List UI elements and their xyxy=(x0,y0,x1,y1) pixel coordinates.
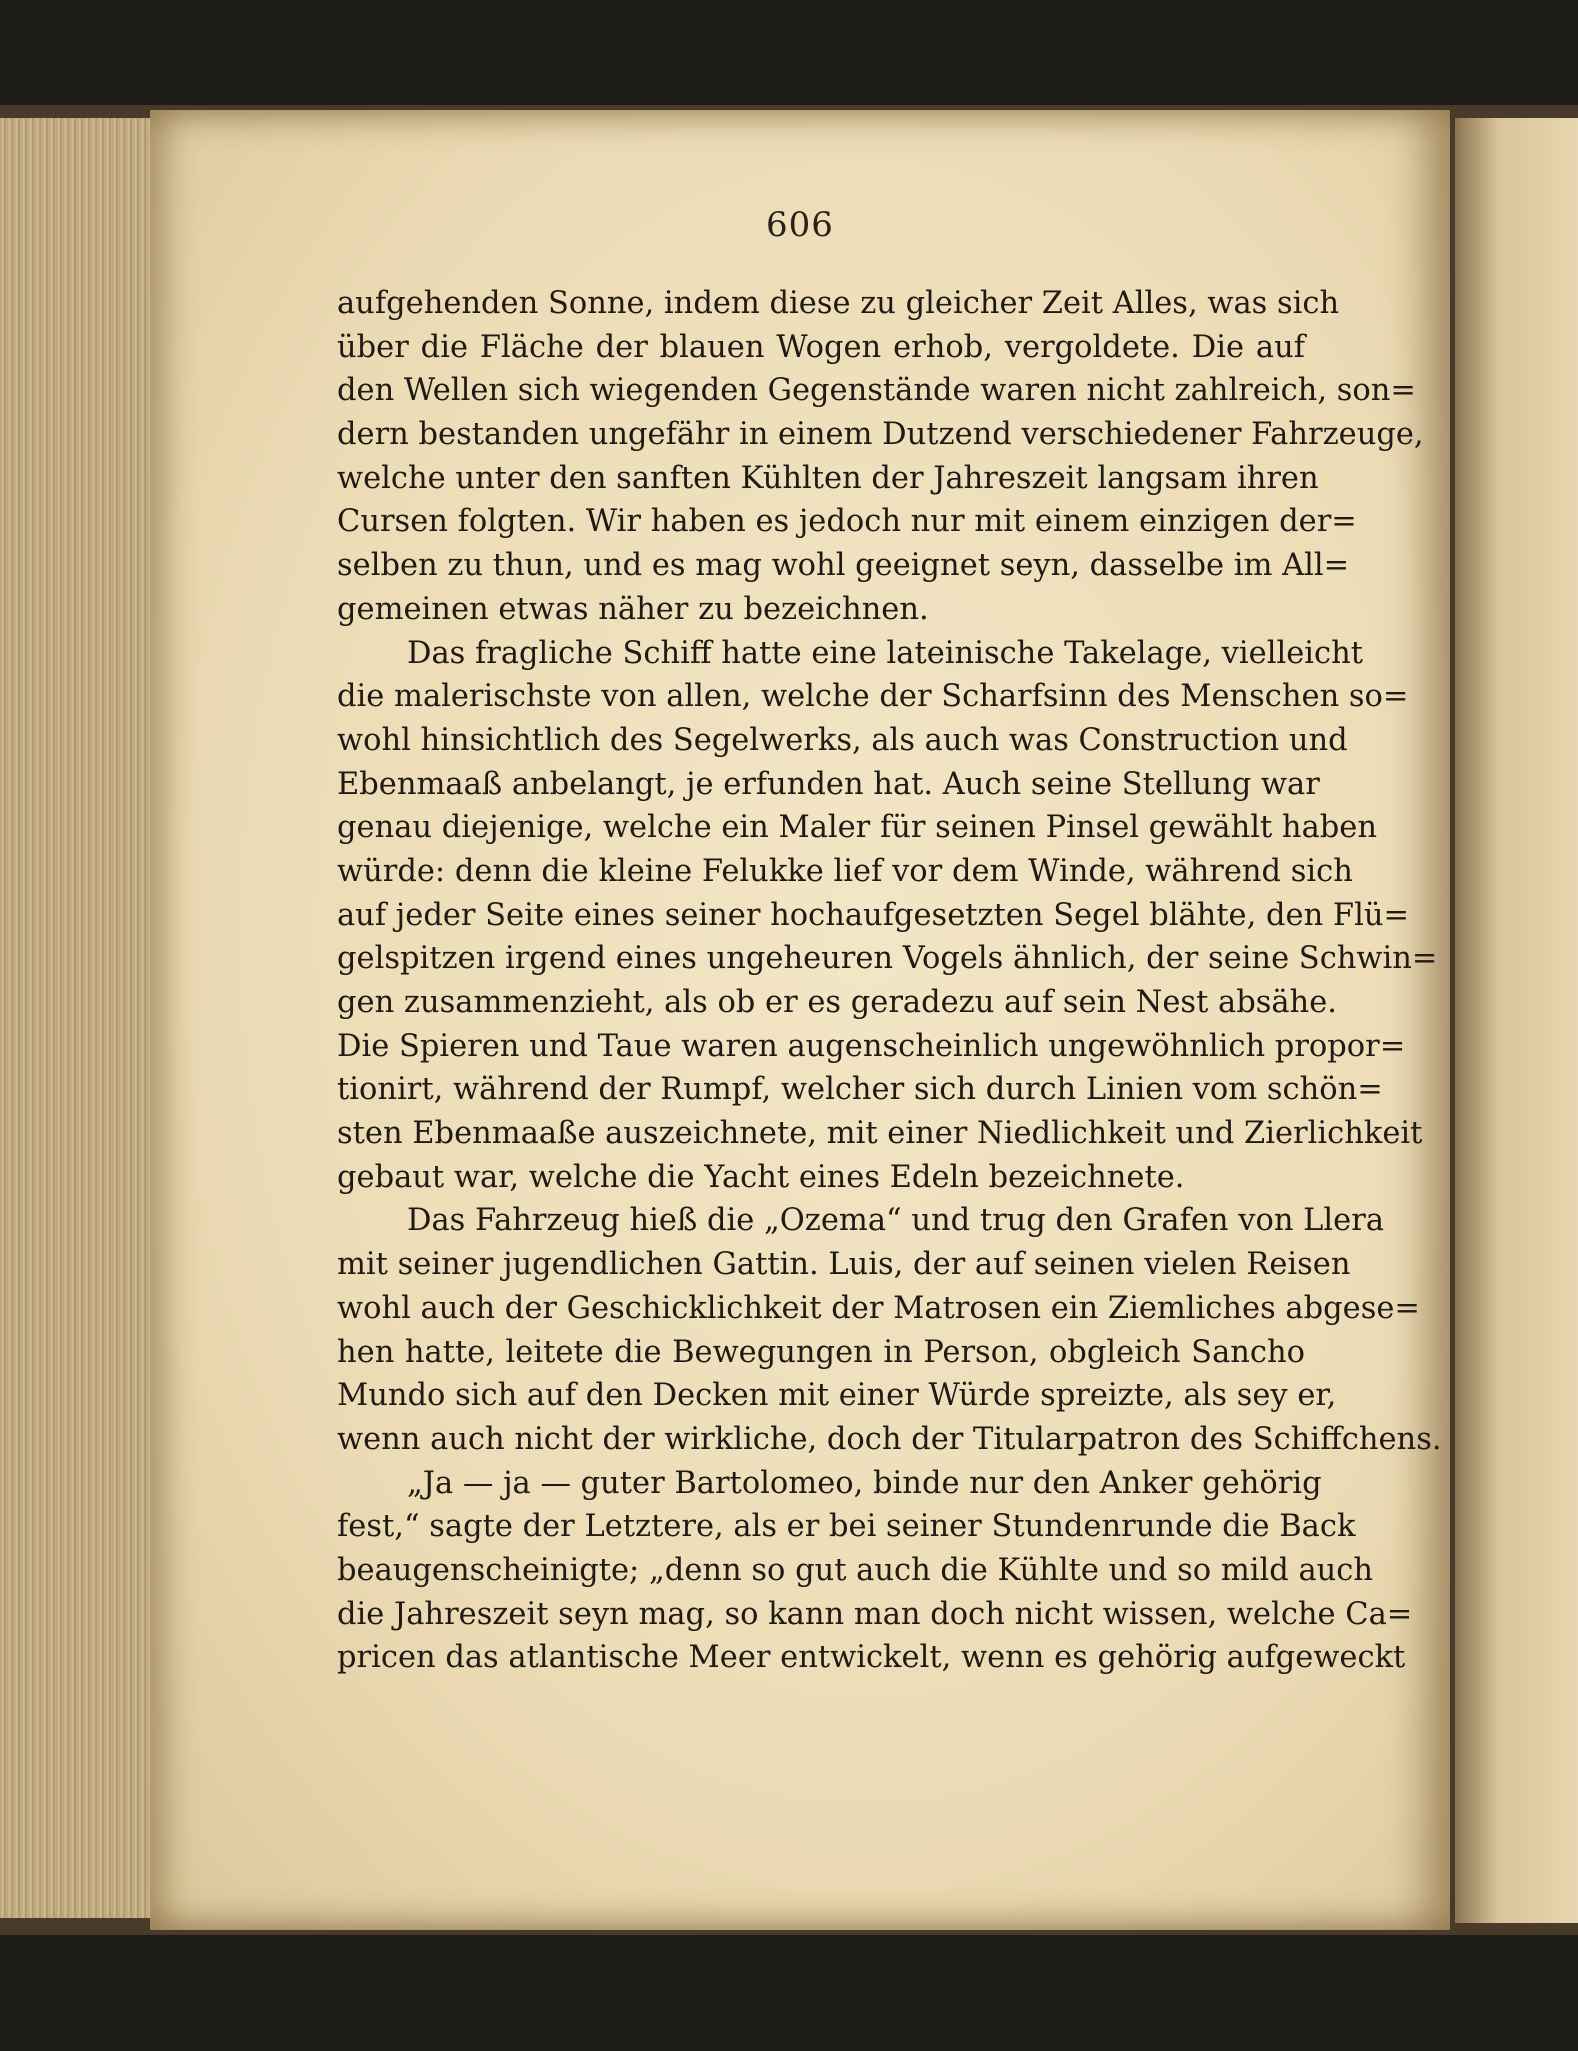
text-line: Die Spieren und Taue waren augenscheinlich ungewöhnlich propor= xyxy=(337,1028,1406,1064)
text-line: mit seiner jugendlichen Gattin. Luis, der auf seinen vielen Reisen xyxy=(337,1247,1351,1283)
text-line: wohl hinsichtlich des Segelwerks, als auch was Construction und xyxy=(337,722,1348,758)
text-line: welche unter den sanften Kühlten der Jahreszeit langsam ihren xyxy=(337,460,1319,496)
text-line: gen zusammenzieht, als ob er es geradezu auf sein Nest absähe. xyxy=(337,985,1337,1020)
text-line: die Jahreszeit seyn mag, so kann man doch nicht wissen, welche Ca= xyxy=(337,1596,1413,1632)
text-line: wohl auch der Geschicklichkeit der Matrosen ein Ziemliches abgese= xyxy=(337,1290,1420,1326)
text-line: hen hatte, leitete die Bewegungen in Person, obgleich Sancho xyxy=(337,1334,1305,1370)
text-line: den Wellen sich wiegenden Gegenstände waren nicht zahlreich, son= xyxy=(337,373,1416,409)
facing-page-edge xyxy=(1455,118,1578,1923)
text-line: dern bestanden ungefähr in einem Dutzend verschiedener Fahrzeuge, xyxy=(337,417,1424,453)
text-line: beaugenscheinigte; „denn so gut auch die Kühlte und so mild auch xyxy=(337,1552,1374,1588)
text-line: aufgehenden Sonne, indem diese zu gleicher Zeit Alles, was sich xyxy=(337,286,1340,321)
body-text xyxy=(337,282,1442,1680)
text-line: Das fragliche Schiff hatte eine lateinische Takelage, vielleicht xyxy=(407,635,1363,671)
text-line: Ebenmaaß anbelangt, je erfunden hat. Auch seine Stellung war xyxy=(337,766,1320,802)
text-line: würde: denn die kleine Felukke lief vor dem Winde, während sich xyxy=(337,853,1353,889)
text-line: genau diejenige, welche ein Maler für seinen Pinsel gewählt haben xyxy=(337,810,1377,846)
text-line: gelspitzen irgend eines ungeheuren Vogels ähnlich, der seine Schwin= xyxy=(337,941,1438,977)
text-line: Das Fahrzeug hieß die „Ozema“ und trug den Grafen von Llera xyxy=(407,1203,1384,1239)
text-line: die malerischste von allen, welche der Scharfsinn des Menschen so= xyxy=(337,679,1409,715)
text-line: selben zu thun, und es mag wohl geeignet seyn, dasselbe im All= xyxy=(337,548,1350,584)
text-line: gemeinen etwas näher zu bezeichnen. xyxy=(337,591,929,627)
text-line: pricen das atlantische Meer entwickelt, wenn es gehörig aufgeweckt xyxy=(337,1640,1406,1676)
text-line: sten Ebenmaaße auszeichnete, mit einer Niedlichkeit und Zierlichkeit xyxy=(337,1116,1423,1152)
text-line: Cursen folgten. Wir haben es jedoch nur mit einem einzigen der= xyxy=(337,504,1357,540)
page-edges xyxy=(0,118,172,1918)
page-number: 606 xyxy=(766,205,834,245)
text-line: gebaut war, welche die Yacht eines Edeln bezeichnete. xyxy=(337,1159,1185,1195)
text-line: fest,“ sagte der Letztere, als er bei seiner Stundenrunde die Back xyxy=(337,1509,1356,1545)
text-line: wenn auch nicht der wirkliche, doch der Titularpatron des Schiffchens. xyxy=(337,1421,1442,1457)
text-line: Mundo sich auf den Decken mit einer Würde spreizte, als sey er, xyxy=(337,1378,1337,1414)
text-line: „Ja — ja — guter Bartolomeo, binde nur den Anker gehörig xyxy=(407,1465,1322,1501)
text-line: tionirt, während der Rumpf, welcher sich durch Linien vom schön= xyxy=(337,1072,1383,1108)
text-line: auf jeder Seite eines seiner hochaufgesetzten Segel blähte, den Flü= xyxy=(337,897,1410,933)
text-line: über die Fläche der blauen Wogen erhob, vergoldete. Die auf xyxy=(337,329,1305,365)
